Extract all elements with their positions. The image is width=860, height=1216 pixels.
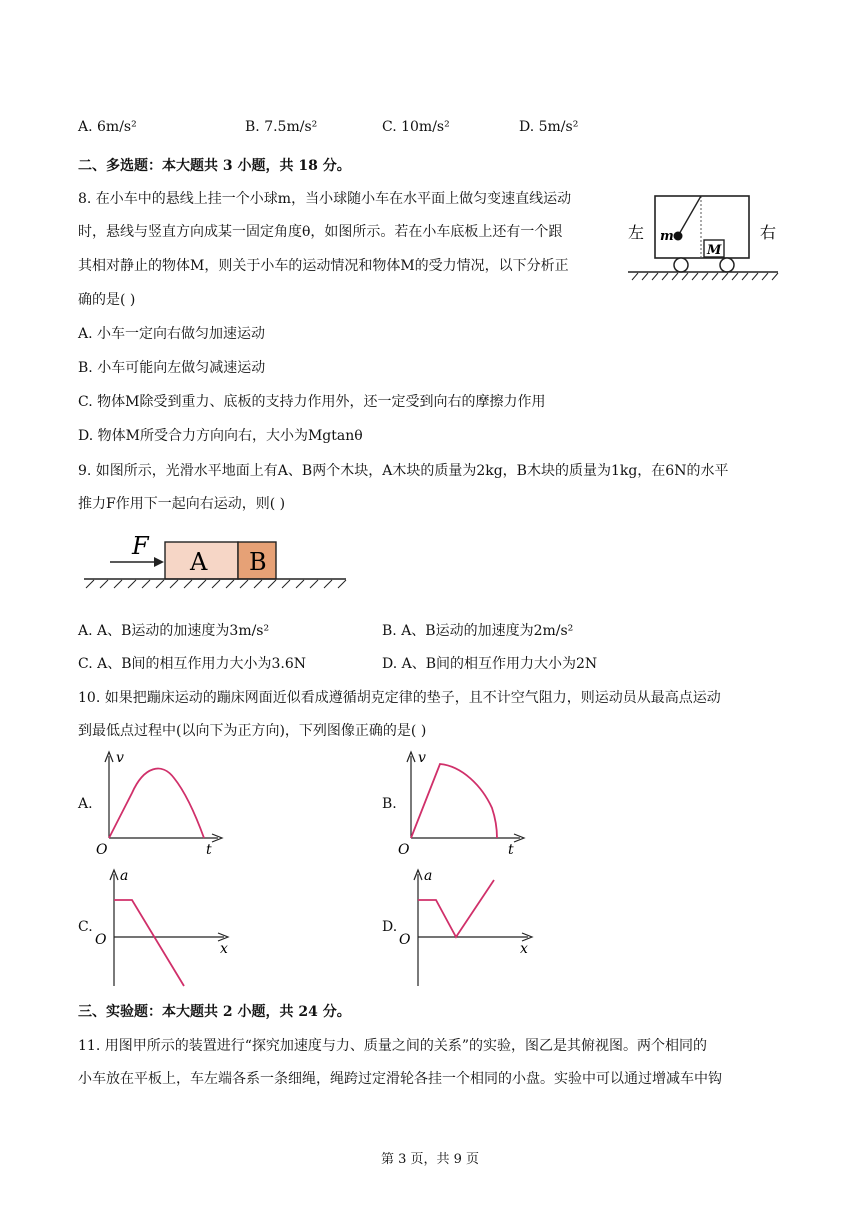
force-arrow-head (154, 557, 164, 567)
ground-hatching (632, 273, 778, 280)
q10-option-d-label: D. (382, 919, 398, 935)
curve-c (114, 900, 184, 986)
q8-option-b: B. 小车可能向左做匀减速运动 (78, 360, 266, 376)
q8-option-c: C. 物体M除受到重力、底板的支持力作用外，还一定受到向右的摩擦力作用 (78, 394, 546, 410)
q10-graph-d (398, 864, 538, 988)
q8-stem-line4: 确的是( ) (78, 292, 136, 308)
cart-body (655, 196, 749, 258)
q7-option-b: B. 7.5m/s² (245, 119, 318, 135)
q10-graph-c (94, 864, 234, 988)
q10-stem-line2: 到最低点过程中(以向下为正方向)，下列图像正确的是( ) (78, 723, 427, 739)
q9-option-c: C. A、B间的相互作用力大小为3.6N (78, 656, 307, 672)
cart-wheel-left (674, 258, 688, 272)
q8-option-a: A. 小车一定向右做匀加速运动 (78, 326, 266, 342)
q8-cart-figure (622, 190, 782, 282)
q7-option-a: A. 6m/s² (78, 119, 137, 135)
page-footer: 第 3 页，共 9 页 (380, 1152, 480, 1167)
curve-b (411, 764, 497, 838)
curve-d (418, 880, 494, 937)
q8-stem-line2: 时，悬线与竖直方向成某一固定角度θ，如图所示。若在小车底板上还有一个跟 (78, 224, 563, 240)
origin-label: O (398, 842, 410, 858)
q8-stem-line3: 其相对静止的物体M，则关于小车的运动情况和物体M的受力情况，以下分析正 (78, 258, 569, 274)
axis-a-label: a (424, 868, 433, 884)
ground-hatching (86, 580, 346, 588)
q9-option-b: B. A、B运动的加速度为2m/s² (382, 623, 574, 639)
q10-graph-b (396, 748, 526, 858)
q10-stem-line1: 10. 如果把蹦床运动的蹦床网面近似看成遵循胡克定律的垫子，且不计空气阻力，则运动员从最高点运动 (78, 690, 721, 706)
q8-fig-m-label: m (660, 229, 674, 244)
q8-option-d: D. 物体M所受合力方向向右，大小为Mgtanθ (78, 428, 363, 444)
block-B-label: B (249, 548, 267, 576)
section-2-title: 二、多选题：本大题共 3 小题，共 18 分。 (78, 158, 351, 174)
axis-t-label: t (206, 842, 212, 858)
q9-stem-line1: 9. 如图所示，光滑水平地面上有A、B两个木块，A木块的质量为2kg，B木块的质量为1kg，在6N的水平 (78, 463, 729, 479)
force-F-label: F (132, 532, 149, 560)
axis-a-label: a (120, 868, 129, 884)
q9-blocks-figure (80, 530, 350, 592)
pendulum-string (678, 196, 701, 236)
q8-fig-left-label: 左 (628, 223, 645, 242)
q8-fig-M-label: M (707, 243, 722, 258)
q9-option-d: D. A、B间的相互作用力大小为2N (382, 656, 598, 672)
axis-v-label: v (116, 750, 124, 766)
q7-option-c: C. 10m/s² (382, 119, 450, 135)
axis-v-label: v (418, 750, 426, 766)
q7-option-d: D. 5m/s² (519, 119, 579, 135)
q8-fig-right-label: 右 (760, 223, 777, 242)
axis-x-label: x (520, 941, 528, 957)
origin-label: O (96, 842, 108, 858)
pendulum-ball (674, 232, 683, 241)
cart-wheel-right (720, 258, 734, 272)
q8-stem-line1: 8. 在小车中的悬线上挂一个小球m，当小球随小车在水平面上做匀变速直线运动 (78, 191, 572, 207)
q10-option-c-label: C. (78, 919, 93, 935)
q9-stem-line2: 推力F作用下一起向右运动，则( ) (78, 496, 286, 512)
q10-graph-a (94, 748, 224, 858)
axis-t-label: t (508, 842, 514, 858)
q11-stem-line2: 小车放在平板上，车左端各系一条细绳，绳跨过定滑轮各挂一个相同的小盘。实验中可以通过增减车中钩 (78, 1071, 722, 1087)
origin-label: O (399, 932, 411, 948)
curve-a (109, 769, 204, 838)
q11-stem-line1: 11. 用图甲所示的装置进行“探究加速度与力、质量之间的关系”的实验，图乙是其俯视图。两个相同的 (78, 1038, 708, 1054)
block-A-label: A (190, 548, 208, 576)
origin-label: O (95, 932, 107, 948)
q9-option-a: A. A、B运动的加速度为3m/s² (78, 623, 270, 639)
q10-option-b-label: B. (382, 796, 397, 812)
q10-option-a-label: A. (78, 796, 93, 812)
section-3-title: 三、实验题：本大题共 2 小题，共 24 分。 (78, 1004, 351, 1020)
axis-x-label: x (220, 941, 228, 957)
